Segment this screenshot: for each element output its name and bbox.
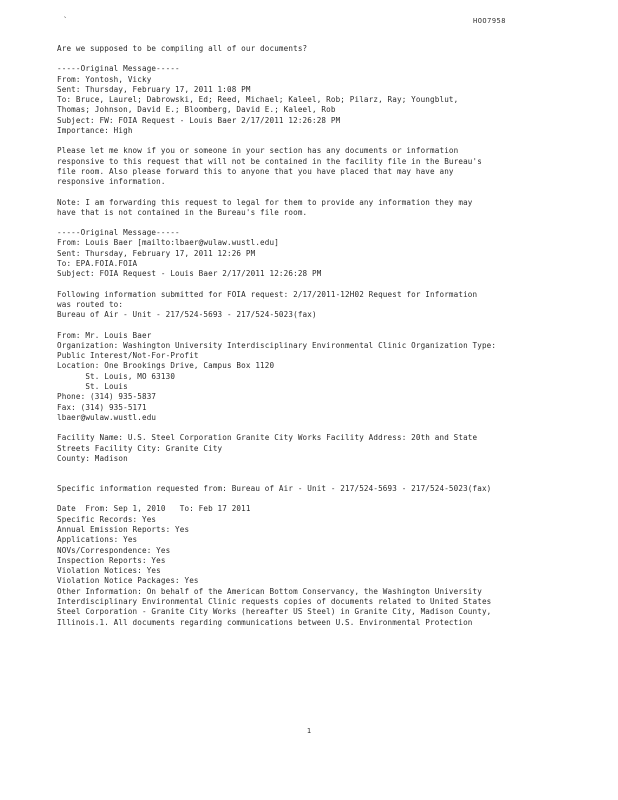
text-line: Streets Facility City: Granite City — [57, 443, 223, 453]
text-line: Phone: (314) 935-5837 — [57, 392, 157, 402]
text-line: To: EPA.FOIA.FOIA — [57, 259, 138, 269]
text-line: have that is not contained in the Bureau's file room. — [57, 207, 308, 217]
text-line: Steel Corporation - Granite City Works (hereafter US Steel) in Granite City, Madison County, — [57, 607, 492, 617]
text-line: Illinois.1. All documents regarding communications between U.S. Environmental Protection — [57, 617, 473, 627]
text-line: Are we supposed to be compiling all of our documents? — [57, 44, 308, 53]
text-line — [57, 188, 572, 198]
text-line: file room. Also please forward this to anyone that you have placed that may have any — [57, 166, 454, 176]
text-line: From: Yontosh, Vicky — [57, 74, 152, 84]
text-line: Inspection Reports: Yes — [57, 555, 166, 565]
text-line: Organization: Washington University Interdisciplinary Environmental Clinic Organization Type: — [57, 340, 497, 350]
text-line: Public Interest/Not-For-Profit — [57, 351, 199, 361]
text-line: From: Louis Baer [mailto:lbaer@wulaw.wustl.edu] — [57, 238, 279, 248]
text-line: Violation Notice Packages: Yes — [57, 576, 199, 586]
text-line: St. Louis, MO 63130 — [57, 371, 176, 381]
text-line: lbaer@wulaw.wustl.edu — [57, 412, 157, 422]
text-line: Facility Name: U.S. Steel Corporation Granite City Works Facility Address: 20th and State — [57, 433, 478, 443]
text-line: responsive information. — [57, 177, 166, 187]
text-line — [57, 474, 572, 484]
text-line — [57, 494, 572, 504]
text-line: To: Bruce, Laurel; Dabrowski, Ed; Reed, Michael; Kaleel, Rob; Pilarz, Ray; Youngblut, — [57, 95, 459, 105]
scan-mark: ` — [63, 16, 68, 25]
text-line — [57, 136, 572, 146]
text-line: Specific Records: Yes — [57, 514, 157, 524]
text-line: NOVs/Correspondence: Yes — [57, 545, 171, 555]
text-line: Annual Emission Reports: Yes — [57, 524, 190, 534]
text-line: Fax: (314) 935-5171 — [57, 402, 147, 412]
text-line: Violation Notices: Yes — [57, 566, 161, 576]
text-line: Interdisciplinary Environmental Clinic requests copies of documents related to United States — [57, 597, 492, 607]
text-line: Subject: FOIA Request - Louis Baer 2/17/2011 12:26:28 PM — [57, 269, 322, 279]
text-line: County: Madison — [57, 453, 128, 463]
text-line: Thomas; Johnson, David E.; Bloomberg, David E.; Kaleel, Rob — [57, 105, 336, 115]
text-line: From: Mr. Louis Baer — [57, 330, 152, 340]
text-line — [57, 280, 572, 290]
text-line: responsive to this request that will not be contained in the facility file in the Bureau's — [57, 156, 482, 166]
text-line: Applications: Yes — [57, 535, 138, 545]
text-line: Subject: FW: FOIA Request - Louis Baer 2/17/2011 12:26:28 PM — [57, 115, 341, 125]
text-line: Date From: Sep 1, 2010 To: Feb 17 2011 — [57, 504, 251, 514]
text-line: Following information submitted for FOIA request: 2/17/2011-12H02 Request for Information — [57, 289, 478, 299]
text-line — [57, 321, 572, 331]
text-line — [57, 464, 572, 474]
text-line: St. Louis — [57, 382, 128, 392]
text-line: Please let me know if you or someone in your section has any documents or information — [57, 146, 459, 156]
text-line: Location: One Brookings Drive, Campus Box 1120 — [57, 361, 275, 371]
text-line: -----Original Message----- — [57, 64, 180, 74]
email-body — [57, 44, 572, 628]
bates-stamp: HOO7958 — [472, 17, 506, 25]
text-line: Sent: Thursday, February 17, 2011 12:26 PM — [57, 248, 256, 258]
text-line — [57, 218, 572, 228]
text-line: Importance: High — [57, 126, 133, 136]
text-line: -----Original Message----- — [57, 228, 180, 238]
text-line: Note: I am forwarding this request to legal for them to provide any information they may — [57, 197, 473, 207]
text-line: Other Information: On behalf of the American Bottom Conservancy, the Washington University — [57, 586, 482, 596]
text-line — [57, 54, 572, 64]
page-number: 1 — [306, 727, 312, 735]
text-line: Sent: Thursday, February 17, 2011 1:08 PM — [57, 84, 251, 94]
text-line: Specific information requested from: Bureau of Air - Unit - 217/524-5693 - 217/524-5023(fax) — [57, 484, 492, 494]
text-line: was routed to: — [57, 299, 124, 309]
text-line — [57, 423, 572, 433]
text-line: Bureau of Air - Unit - 217/524-5693 - 217/524-5023(fax) — [57, 310, 317, 320]
